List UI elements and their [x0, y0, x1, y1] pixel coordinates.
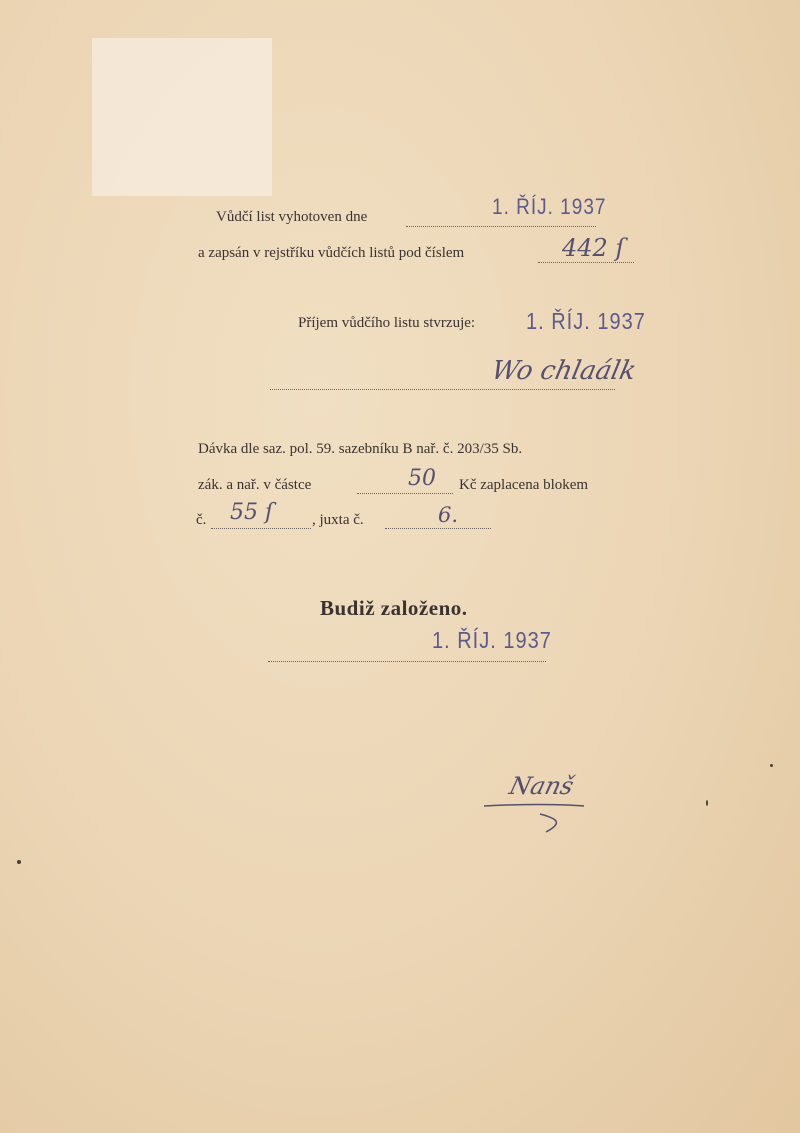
- register-number-label: a zapsán v rejstříku vůdčích listů pod číslem: [198, 245, 465, 261]
- receipt-date-stamp: 1. ŘÍJ. 1937: [526, 309, 646, 335]
- filed-date-stamp: 1. ŘÍJ. 1937: [432, 628, 552, 654]
- juxta-number-handwritten: 6.: [438, 503, 459, 527]
- signature-underline-flourish: [480, 800, 590, 840]
- signature-dotted-line: [270, 388, 615, 390]
- juxta-dotted-line: [385, 527, 491, 529]
- paper-speck: [770, 764, 773, 767]
- fee-paid-by-block-label: Kč zaplacena blokem: [459, 477, 589, 493]
- paper-speck: [17, 860, 21, 864]
- issued-date-label: Vůdčí list vyhotoven dne: [216, 209, 368, 225]
- fee-amount-label: zák. a nař. v částce: [198, 477, 312, 493]
- fee-description-line1: Dávka dle saz. pol. 59. sazebníku B nař. č. 203/35 Sb.: [198, 441, 523, 457]
- juxta-label: , juxta č.: [312, 512, 364, 528]
- block-number-label: č.: [196, 512, 207, 528]
- receiver-signature: Wo chlaálk: [488, 356, 639, 386]
- issued-date-stamp: 1. ŘÍJ. 1937: [492, 195, 607, 220]
- pasted-paper-patch: [92, 38, 272, 196]
- paper-speck: [706, 800, 708, 806]
- issued-date-dotted-line: [406, 225, 596, 227]
- block-number-dotted-line: [211, 527, 311, 529]
- fee-amount-handwritten: 50: [408, 466, 436, 491]
- filed-dotted-line: [268, 660, 546, 662]
- fee-amount-dotted-line: [357, 492, 453, 494]
- filed-heading: Budiž založeno.: [320, 596, 468, 620]
- block-number-handwritten: 55 ſ: [230, 500, 274, 525]
- receipt-label: Příjem vůdčího listu stvrzuje:: [298, 315, 476, 331]
- register-number-handwritten: 442 ſ: [562, 234, 625, 262]
- official-signature: Nanš: [506, 772, 577, 800]
